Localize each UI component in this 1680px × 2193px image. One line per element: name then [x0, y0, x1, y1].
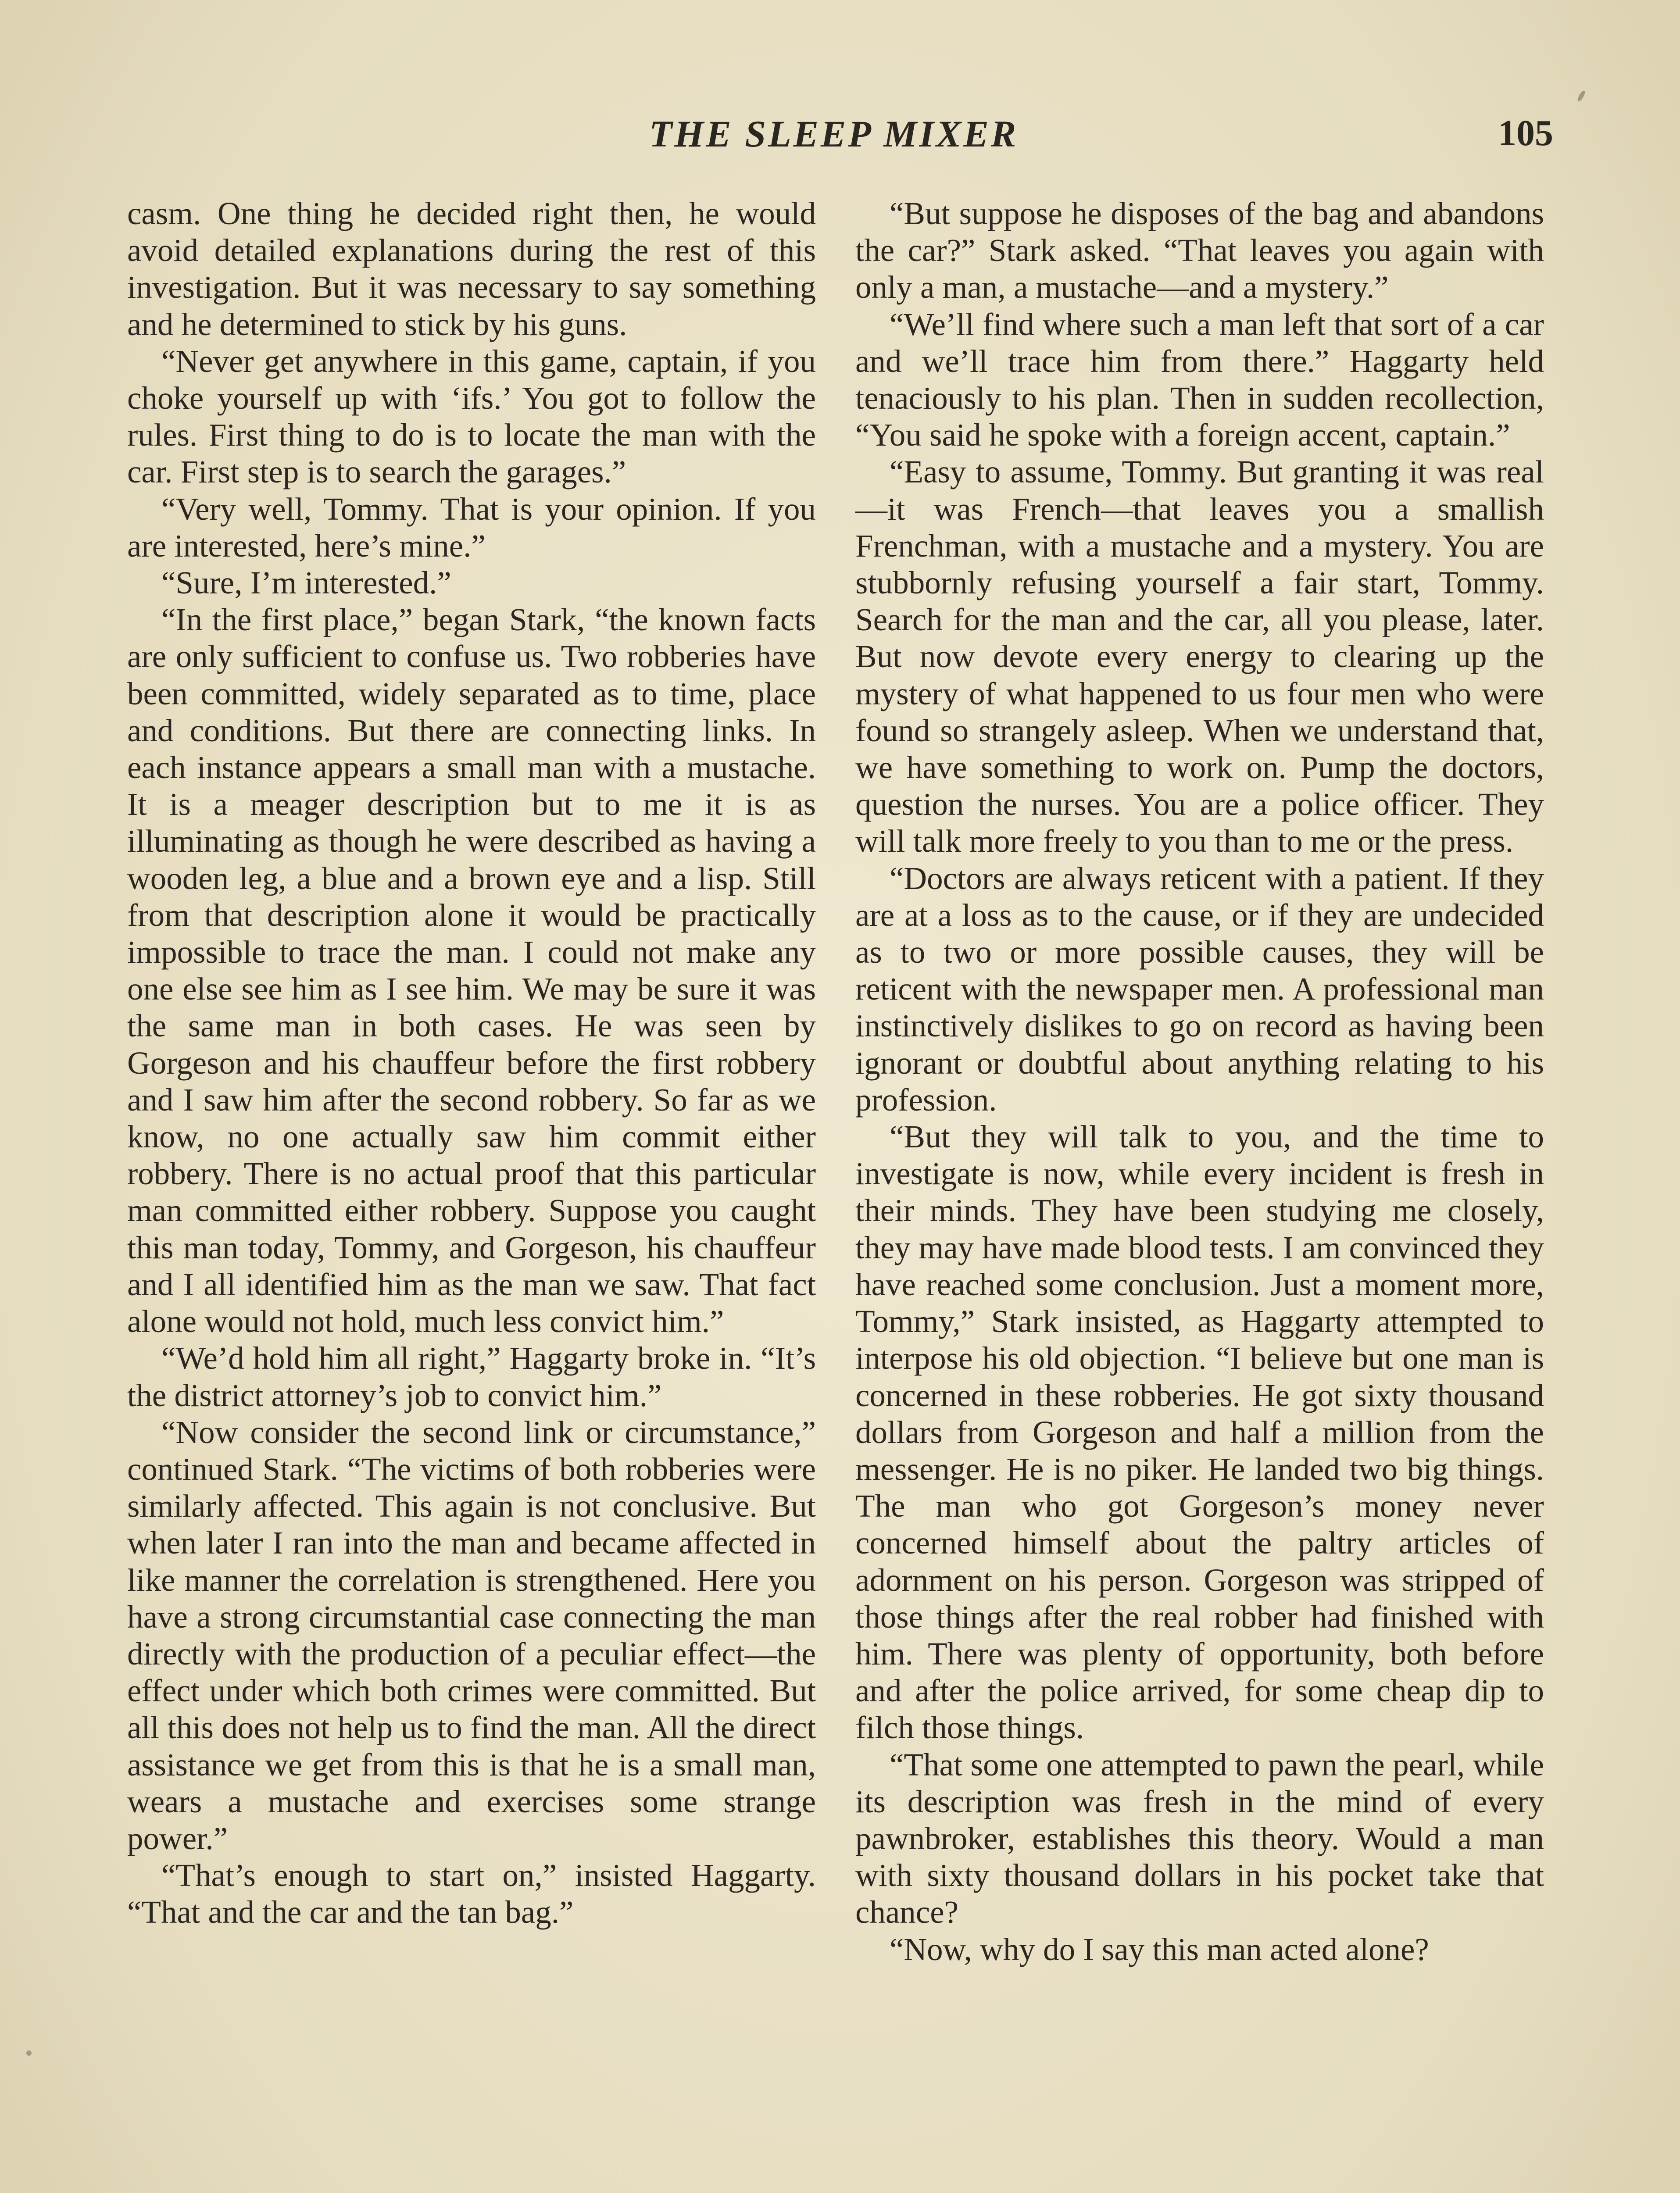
paragraph: “Now, why do I say this man acted alone?: [890, 1931, 1429, 1967]
paragraph: “We’ll find where such a man left that sort of a car and we’ll trace him from there.” Haggarty held tenaciously to his plan. Then in sudden recollection, “You said he spoke with a foreign accent, captain.”: [855, 306, 1544, 453]
page-number: 105: [1498, 113, 1553, 154]
running-header: [0, 112, 1680, 164]
paragraph: “In the first place,” began Stark, “the known facts are only sufficient to confuse us. Two robberies have been committed, widely separated as to time, place and conditions. But there are connecting links. In each instance appears a small man with a mustache. It is a meager description but to me it is as illuminating as though he were described as having a wooden leg, a blue and a brown eye and a lisp. Still from that description alone it would be practically impossible to trace the man. I could not make any one else see him as I see him. We may be sure it was the same man in both cases. He was seen by Gorgeson and his chauffeur before the first robbery and I saw him after the second robbery. So far as we know, no one actually saw him commit either robbery. There is no actual proof that this particular man committed either robbery. Suppose you caught this man today, Tommy, and Gorgeson, his chauffeur and I all identified him as the man we saw. That fact alone would not hold, much less convict him.”: [127, 602, 816, 1339]
right-column: [855, 195, 1544, 1968]
paragraph: “That’s enough to start on,” insisted Haggarty. “That and the car and the tan bag.”: [127, 1857, 816, 1930]
paragraph: “Sure, I’m interested.”: [161, 565, 451, 601]
paragraph: “That some one attempted to pawn the pearl, while its description was fresh in the mind of every pawnbroker, establishes this theory. Would a man with sixty thousand dollars in his pocket take that chance?: [855, 1747, 1544, 1930]
paragraph: “Now consider the second link or circumstance,” continued Stark. “The victims of both robberies were similarly affected. This again is not conclusive. But when later I ran into the man and became affected in like manner the correlation is strengthened. Here you have a strong circumstantial case connecting the man directly with the production of a peculiar effect—the effect under which both crimes were committed. But all this does not help us to find the man. All the direct assistance we get from this is that he is a small man, wears a mustache and exercises some strange power.”: [127, 1414, 816, 1856]
paragraph: casm. One thing he decided right then, he would avoid detailed explanations during the rest of this investigation. But it was necessary to say something and he determined to stick by his guns.: [127, 196, 816, 342]
paper-speck: [26, 2050, 32, 2056]
paragraph: “Doctors are always reticent with a patient. If they are at a loss as to the cause, or if they are undecided as to two or more possible causes, they will be reticent with the newspaper men. A professional man instinctively dislikes to go on record as having been ignorant or doubtful about anything relating to his profession.: [855, 860, 1544, 1118]
paragraph: “Very well, Tommy. That is your opinion. If you are interested, here’s mine.”: [127, 491, 816, 564]
paragraph: “We’d hold him all right,” Haggarty broke in. “It’s the district attorney’s job to convict him.”: [127, 1340, 816, 1413]
paragraph: “But suppose he disposes of the bag and abandons the car?” Stark asked. “That leaves you again with only a man, a mustache—and a mystery.”: [855, 196, 1544, 305]
paragraph: “Easy to assume, Tommy. But granting it was real—it was French—that leaves you a smallish Frenchman, with a mustache and a mystery. You are stubbornly refusing yourself a fair start, Tommy. Search for the man and the car, all you please, later. But now devote every energy to clearing up the mystery of what happened to us four men who were found so strangely asleep. When we understand that, we have something to work on. Pump the doctors, question the nurses. You are a police officer. They will talk more freely to you than to me or the press.: [855, 454, 1544, 859]
paragraph: “But they will talk to you, and the time to investigate is now, while every incident is fresh in their minds. They have been studying me closely, they may have made blood tests. I am convinced they have reached some conclusion. Just a moment more, Tommy,” Stark insisted, as Haggarty attempted to interpose his old objection. “I believe but one man is concerned in these robberies. He got sixty thousand dollars from Gorgeson and half a million from the messenger. He is no piker. He landed two big things. The man who got Gorgeson’s money never concerned himself about the paltry articles of adornment on his person. Gorgeson was stripped of those things after the real robber had finished with him. There was plenty of opportunity, both before and after the police arrived, for some cheap dip to filch those things.: [855, 1119, 1544, 1746]
left-column: [127, 195, 816, 1931]
paragraph: “Never get anywhere in this game, captain, if you choke yourself up with ‘ifs.’ You got to follow the rules. First thing to do is to locate the man with the car. First step is to search the garages.”: [127, 343, 816, 490]
running-title: THE SLEEP MIXER: [649, 113, 1019, 155]
